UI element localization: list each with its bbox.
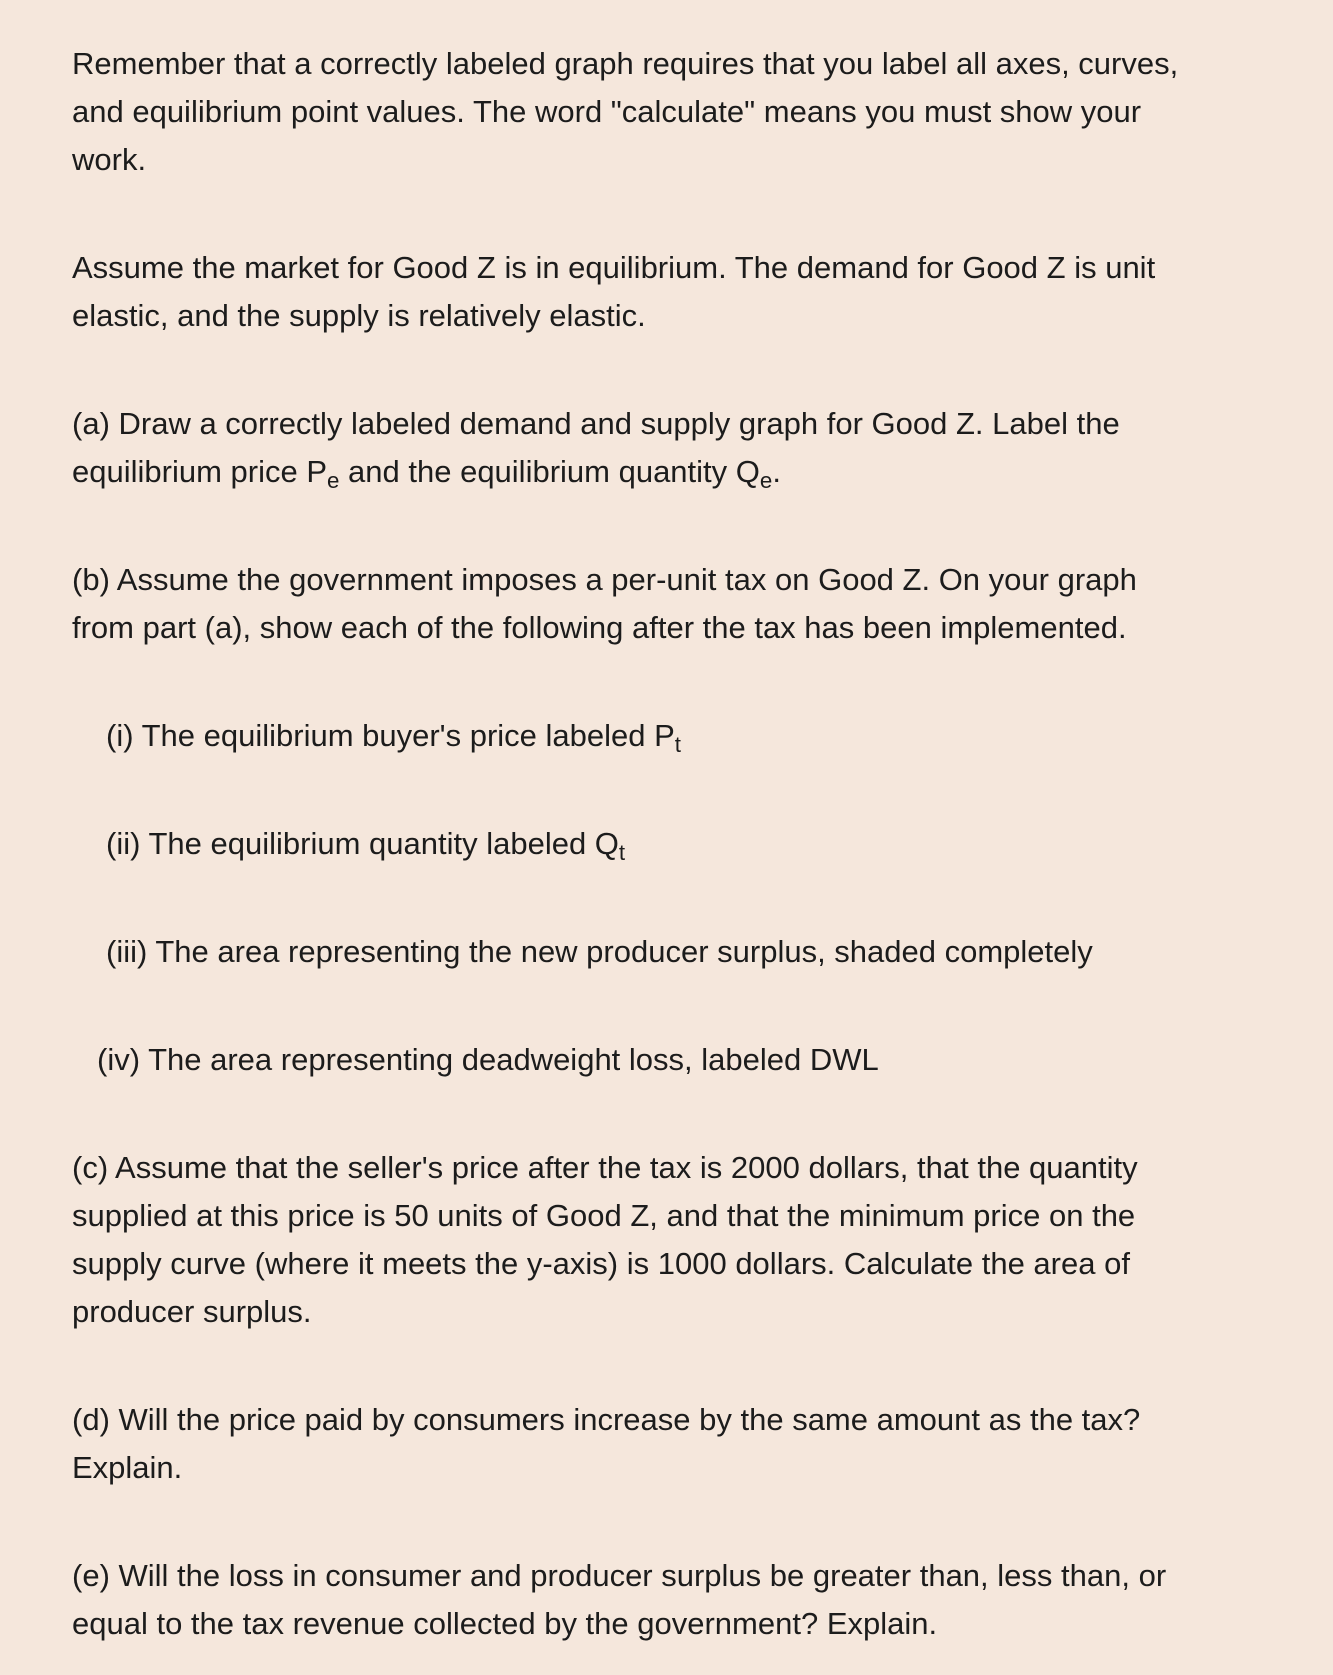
assumption-paragraph xyxy=(72,244,1155,340)
part-a-line: (a) Draw a correctly labeled demand and supply graph for Good Z. Label the xyxy=(72,406,1120,441)
part-b-ii-text: (ii) The equilibrium quantity labeled Q xyxy=(106,826,619,861)
question-part-b-iii xyxy=(106,928,1093,976)
part-e-line: (e) Will the loss in consumer and producer surplus be greater than, less than, or xyxy=(72,1558,1167,1593)
part-c-line: supplied at this price is 50 units of Good Z, and that the minimum price on the xyxy=(72,1198,1136,1233)
part-a-text: . xyxy=(772,454,781,489)
question-part-b-iv xyxy=(97,1036,879,1084)
part-c-line: supply curve (where it meets the y-axis) is 1000 dollars. Calculate the area of xyxy=(72,1246,1130,1281)
question-part-b-ii xyxy=(106,820,625,868)
intro-line: and equilibrium point values. The word "calculate" means you must show your xyxy=(72,94,1142,129)
part-a-line xyxy=(72,448,1120,496)
subscript-t: t xyxy=(674,732,681,758)
part-b-i-line xyxy=(106,712,681,760)
part-d-line: (d) Will the price paid by consumers increase by the same amount as the tax? xyxy=(72,1402,1141,1437)
part-c-line: (c) Assume that the seller's price after the tax is 2000 dollars, that the quantity xyxy=(72,1150,1138,1185)
part-d-line: Explain. xyxy=(72,1450,183,1485)
question-part-c xyxy=(72,1144,1138,1336)
intro-paragraph xyxy=(72,40,1178,184)
subscript-t: t xyxy=(618,840,626,866)
subscript-e: e xyxy=(759,468,773,494)
part-c-line: producer surplus. xyxy=(72,1294,312,1329)
question-part-d xyxy=(72,1396,1140,1492)
part-b-line: (b) Assume the government imposes a per-unit tax on Good Z. On your graph xyxy=(72,562,1137,597)
part-a-text: and the equilibrium quantity Q xyxy=(339,454,760,489)
question-part-b-i xyxy=(106,712,681,760)
part-a-text: equilibrium price P xyxy=(72,454,327,489)
assumption-line: Assume the market for Good Z is in equilibrium. The demand for Good Z is unit xyxy=(72,250,1156,285)
assumption-line: elastic, and the supply is relatively elastic. xyxy=(72,298,646,333)
part-b-iii-line: (iii) The area representing the new producer surplus, shaded completely xyxy=(106,934,1093,969)
question-part-e xyxy=(72,1552,1166,1648)
intro-line: work. xyxy=(72,142,147,177)
part-e-line: equal to the tax revenue collected by the government? Explain. xyxy=(72,1606,938,1641)
part-b-i-text: (i) The equilibrium buyer's price labeled P xyxy=(106,718,675,753)
subscript-e: e xyxy=(327,468,340,494)
part-b-iv-line: (iv) The area representing deadweight loss, labeled DWL xyxy=(97,1042,879,1077)
question-part-a xyxy=(72,400,1120,496)
intro-line: Remember that a correctly labeled graph requires that you label all axes, curves, xyxy=(72,46,1179,81)
question-part-b xyxy=(72,556,1137,652)
part-b-ii-line xyxy=(106,820,625,868)
part-b-line: from part (a), show each of the following after the tax has been implemented. xyxy=(72,610,1127,645)
